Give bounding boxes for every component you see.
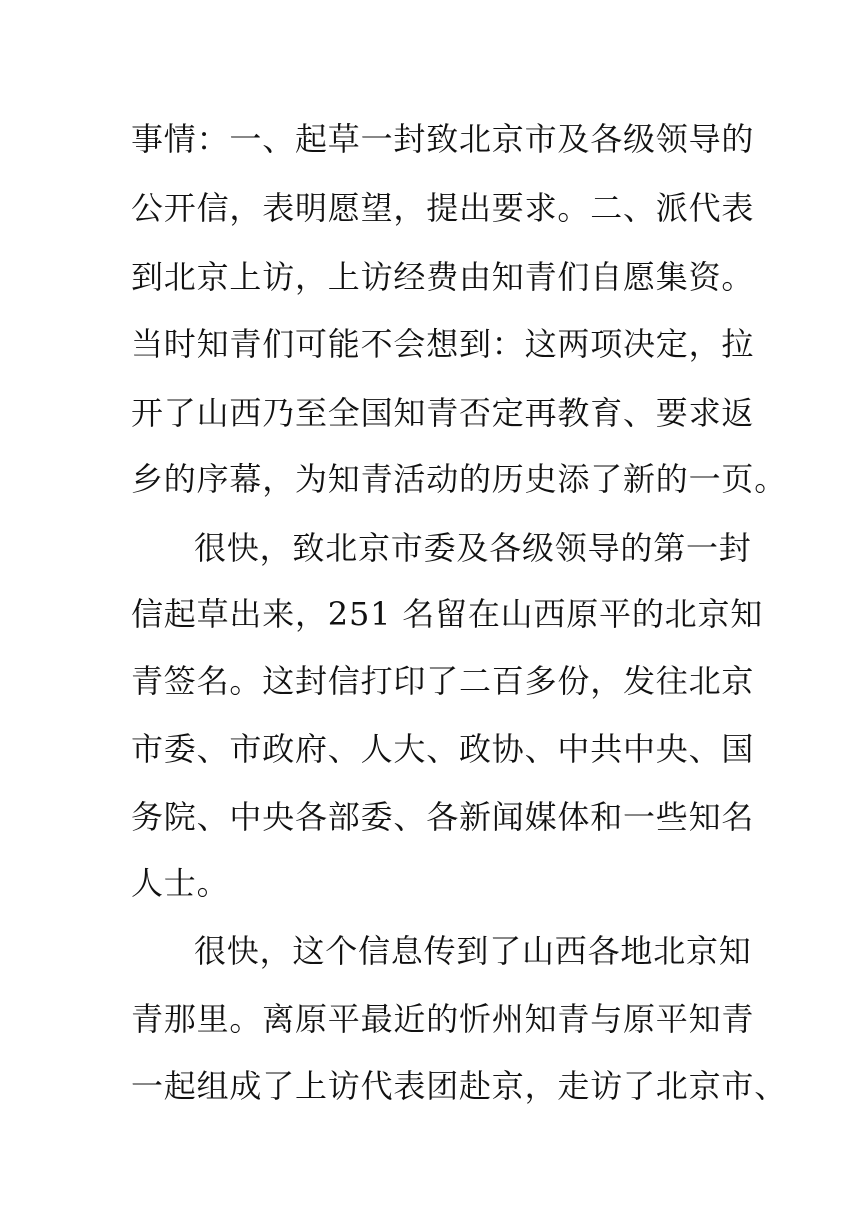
paragraph-start-line: 很快，这个信息传到了山西各地北京知 [194, 932, 752, 970]
text-line: 市委、市政府、人大、政协、中共中央、国 [131, 730, 755, 768]
text-line: 乡的序幕，为知青活动的历史添了新的一页。 [131, 460, 788, 498]
text-line: 开了山西乃至全国知青否定再教育、要求返 [131, 394, 755, 432]
text-line: 青那里。离原平最近的忻州知青与原平知青 [131, 1000, 755, 1038]
text-line: 一起组成了上访代表团赴京，走访了北京市、 [131, 1067, 788, 1105]
text-line: 到北京上访，上访经费由知青们自愿集资。 [131, 258, 755, 296]
text-line: 公开信，表明愿望，提出要求。二、派代表 [131, 189, 755, 227]
text-line: 务院、中央各部委、各新闻媒体和一些知名 [131, 798, 755, 836]
paragraph-start-line: 很快，致北京市委及各级领导的第一封 [194, 529, 752, 567]
text-line: 信起草出来，251 名留在山西原平的北京知 [131, 595, 764, 633]
text-line: 人士。 [131, 864, 230, 902]
text-line: 事情：一、起草一封致北京市及各级领导的 [131, 120, 755, 158]
text-line: 青签名。这封信打印了二百多份，发往北京 [131, 662, 755, 700]
text-line: 当时知青们可能不会想到：这两项决定，拉 [131, 325, 755, 363]
